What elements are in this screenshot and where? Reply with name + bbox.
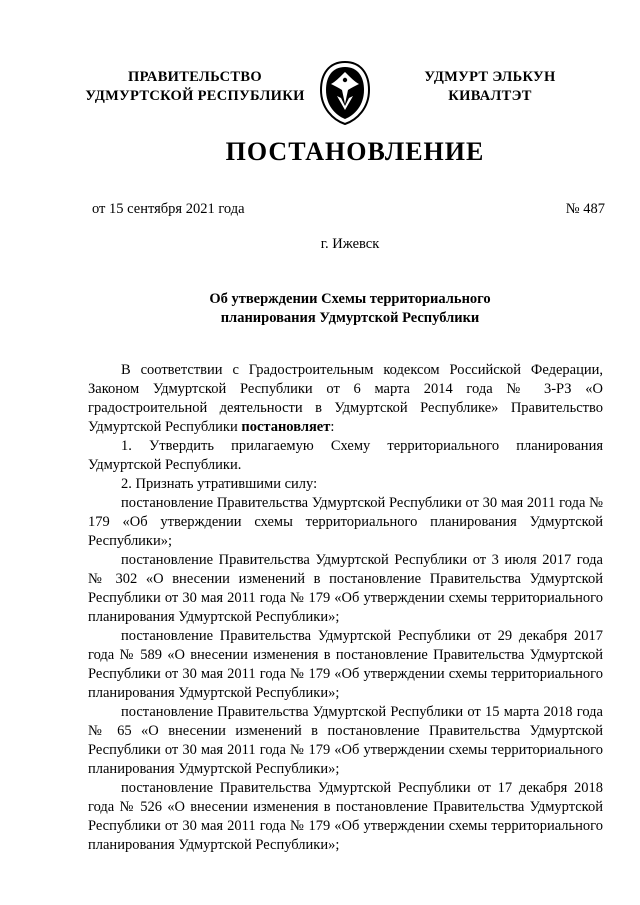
letterhead [0, 68, 640, 138]
document-date-line [92, 201, 605, 218]
item-2-paragraph: 2. Признать утратившими силу: [121, 476, 318, 492]
decree-colon: : [330, 419, 335, 435]
repealed-act-paragraph: постановление Правительства Удмуртской Республики от 3 июля 2017 года № 302 «О внесении изменений в постановление Правительства Удмуртской Республики от 30 мая 2011 года № 179 «Об утверждении схемы территориального планирования Удмуртской Республики»; [88, 552, 603, 625]
government-name-russian [80, 68, 310, 106]
document-title: ПОСТАНОВЛЕНИЕ [225, 137, 485, 166]
government-name-udmurt-line1: УДМУРТ ЭЛЬКУН [424, 69, 556, 85]
government-name-line2: УДМУРТСКОЙ РЕСПУБЛИКИ [85, 88, 305, 104]
document-body [88, 361, 603, 855]
preamble-paragraph [88, 361, 603, 437]
item-1-paragraph: 1. Утвердить прилагаемую Схему территориального планирования Удмуртской Республики. [88, 438, 603, 473]
coat-of-arms-icon [315, 60, 375, 126]
document-city: г. Ижевск [320, 236, 380, 252]
decree-word: постановляет [241, 419, 331, 435]
government-name-udmurt [395, 68, 585, 106]
document-date: от 15 сентября 2021 года [92, 201, 245, 217]
repealed-act-paragraph: постановление Правительства Удмуртской Республики от 30 мая 2011 года № 179 «Об утверждении схемы территориального планирования Удмуртской Республики»; [88, 495, 603, 549]
subject-line1: Об утверждении Схемы территориального [209, 291, 491, 307]
repealed-act-paragraph: постановление Правительства Удмуртской Республики от 15 марта 2018 года № 65 «О внесении изменений в постановление Правительства Удмуртской Республики от 30 мая 2011 года № 179 «Об утверждении схемы территориального планирования Удмуртской Республики»; [88, 704, 603, 777]
preamble-text: В соответствии с Градостроительным кодексом Российской Федерации, Законом Удмуртской Республики от 6 марта 2014 года № 3-РЗ «О градостроительной деятельности в Удмуртской Республике» Правительство Удмуртской Республики [88, 362, 603, 435]
subject-line2: планирования Удмуртской Республики [220, 310, 480, 326]
government-name-line1: ПРАВИТЕЛЬСТВО [128, 69, 262, 85]
document-number: № 487 [565, 201, 605, 217]
repealed-act-paragraph: постановление Правительства Удмуртской Республики от 17 декабря 2018 года № 526 «О внесении изменения в постановление Правительства Удмуртской Республики от 30 мая 2011 года № 179 «Об утверждении схемы территориального планирования Удмуртской Республики»; [88, 780, 603, 853]
repealed-act-paragraph: постановление Правительства Удмуртской Республики от 29 декабря 2017 года № 589 «О внесении изменения в постановление Правительства Удмуртской Республики от 30 мая 2011 года № 179 «Об утверждении схемы территориального планирования Удмуртской Республики»; [88, 628, 603, 701]
document-subject [0, 290, 640, 328]
government-name-udmurt-line2: КИВАЛТЭТ [448, 88, 532, 104]
